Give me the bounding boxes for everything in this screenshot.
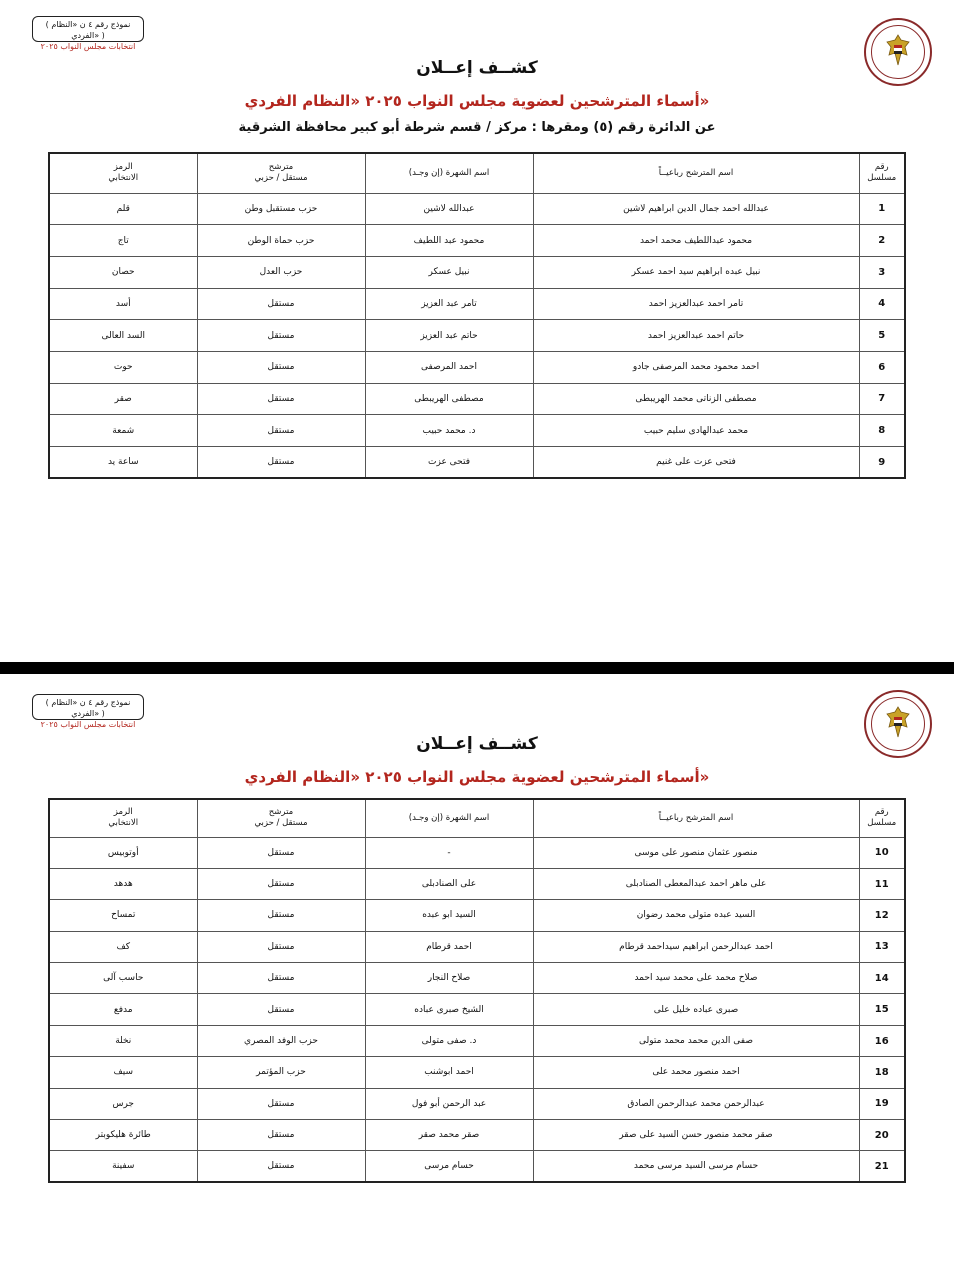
table-row — [49, 900, 905, 931]
row-nickname: فتحى عزت — [365, 447, 533, 479]
row-nickname: حسام مرسى — [365, 1151, 533, 1182]
row-serial: 16 — [859, 1025, 905, 1056]
row-nickname: مصطفى الهريبطى — [365, 383, 533, 415]
row-symbol: أسد — [49, 288, 197, 320]
row-nickname: نبيل عسكر — [365, 256, 533, 288]
row-name: صلاح محمد على محمد سيد احمد — [533, 963, 859, 994]
table-row — [49, 320, 905, 352]
row-status: حزب المؤتمر — [197, 1057, 365, 1088]
table-row — [49, 1120, 905, 1151]
row-symbol: حصان — [49, 256, 197, 288]
row-serial: 6 — [859, 351, 905, 383]
row-status: حزب العدل — [197, 256, 365, 288]
row-serial: 11 — [859, 868, 905, 899]
table-row — [49, 193, 905, 225]
table-row — [49, 1025, 905, 1056]
table-row — [49, 1088, 905, 1119]
row-status: مستقل — [197, 415, 365, 447]
header-nickname: اسم الشهرة (إن وجـد) — [365, 153, 533, 193]
row-status: مستقل — [197, 900, 365, 931]
table-row — [49, 994, 905, 1025]
row-status: مستقل — [197, 931, 365, 962]
row-serial: 15 — [859, 994, 905, 1025]
row-symbol: مدفع — [49, 994, 197, 1025]
row-nickname: احمد قرطام — [365, 931, 533, 962]
header-symbol: الرمز الانتخابي — [49, 153, 197, 193]
row-status: مستقل — [197, 288, 365, 320]
announcement-title: كشــف إعــلان — [416, 58, 538, 78]
row-status: مستقل — [197, 868, 365, 899]
row-name: حسام مرسى السيد مرسى محمد — [533, 1151, 859, 1182]
row-serial: 19 — [859, 1088, 905, 1119]
row-name: تامر احمد عبدالعزيز احمد — [533, 288, 859, 320]
row-status: مستقل — [197, 1120, 365, 1151]
announcement-page-2 — [0, 674, 954, 1280]
row-status: مستقل — [197, 994, 365, 1025]
table-header-row — [49, 799, 905, 837]
row-name: صقر محمد منصور حسن السيد على صقر — [533, 1120, 859, 1151]
row-symbol: حاسب آلى — [49, 963, 197, 994]
row-serial: 13 — [859, 931, 905, 962]
row-name: محمد عبدالهادى سليم حبيب — [533, 415, 859, 447]
row-name: على ماهر احمد عبدالمعطى الصنادبلى — [533, 868, 859, 899]
row-name: مصطفى الزناتى محمد الهريبطى — [533, 383, 859, 415]
district-line: عن الدائرة رقم (٥) ومقرها : مركز / قسم شرطة أبو كبير محافظة الشرقية — [238, 120, 716, 135]
announcement-title: كشــف إعــلان — [416, 734, 538, 754]
row-status: مستقل — [197, 383, 365, 415]
row-name: احمد عبدالرحمن ابراهيم سيداحمد قرطام — [533, 931, 859, 962]
form-election-line: انتخابات مجلس النواب ٢٠٢٥ — [40, 42, 136, 51]
row-nickname: حاتم عبد العزيز — [365, 320, 533, 352]
row-serial: 18 — [859, 1057, 905, 1088]
row-symbol: كف — [49, 931, 197, 962]
header-name: اسم المترشح رباعيــاً — [533, 799, 859, 837]
table-row — [49, 1151, 905, 1182]
row-nickname: د. صفى متولى — [365, 1025, 533, 1056]
row-symbol: حوت — [49, 351, 197, 383]
row-name: منصور عثمان منصور على موسى — [533, 837, 859, 868]
row-serial: 20 — [859, 1120, 905, 1151]
row-symbol: السد العالى — [49, 320, 197, 352]
row-symbol: هدهد — [49, 868, 197, 899]
row-name: فتحى عزت على غنيم — [533, 447, 859, 479]
row-serial: 10 — [859, 837, 905, 868]
row-symbol: جرس — [49, 1088, 197, 1119]
row-serial: 1 — [859, 193, 905, 225]
row-name: عبدالرحمن محمد عبدالرحمن الصادق — [533, 1088, 859, 1119]
row-name: حاتم احمد عبدالعزيز احمد — [533, 320, 859, 352]
row-name: احمد منصور محمد على — [533, 1057, 859, 1088]
form-number-line: ( نموذج رقم ٤ ن «النظام الفردي» ) — [45, 20, 131, 40]
row-symbol: أوتوبيس — [49, 837, 197, 868]
row-nickname: السيد ابو عبده — [365, 900, 533, 931]
row-status: حزب حماة الوطن — [197, 225, 365, 257]
row-status: مستقل — [197, 320, 365, 352]
table-header-row — [49, 153, 905, 193]
row-nickname: تامر عبد العزيز — [365, 288, 533, 320]
row-status: مستقل — [197, 1088, 365, 1119]
table-row — [49, 447, 905, 479]
row-serial: 7 — [859, 383, 905, 415]
row-serial: 5 — [859, 320, 905, 352]
row-nickname: محمود عبد اللطيف — [365, 225, 533, 257]
table-row — [49, 256, 905, 288]
row-symbol: تاج — [49, 225, 197, 257]
row-symbol: طائرة هليكوبتر — [49, 1120, 197, 1151]
row-status: مستقل — [197, 1151, 365, 1182]
table-row — [49, 351, 905, 383]
table-row — [49, 963, 905, 994]
row-nickname: - — [365, 837, 533, 868]
row-nickname: د. محمد حبيب — [365, 415, 533, 447]
row-symbol: صقر — [49, 383, 197, 415]
row-nickname: احمد ابوشنب — [365, 1057, 533, 1088]
row-name: السيد عبده متولى محمد رضوان — [533, 900, 859, 931]
row-serial: 14 — [859, 963, 905, 994]
row-status: مستقل — [197, 447, 365, 479]
table-row — [49, 415, 905, 447]
form-election-line: انتخابات مجلس النواب ٢٠٢٥ — [40, 720, 136, 729]
row-name: صبرى عباده خليل على — [533, 994, 859, 1025]
row-status: حزب مستقبل وطن — [197, 193, 365, 225]
row-name: محمود عبداللطيف محمد احمد — [533, 225, 859, 257]
form-number-stamp — [32, 16, 144, 51]
row-serial: 4 — [859, 288, 905, 320]
row-name: نبيل عبده ابراهيم سيد احمد عسكر — [533, 256, 859, 288]
header-status: مترشح مستقل / حزبي — [197, 153, 365, 193]
header-status: مترشح مستقل / حزبي — [197, 799, 365, 837]
row-serial: 2 — [859, 225, 905, 257]
row-nickname: احمد المرصفى — [365, 351, 533, 383]
row-nickname: الشيخ صبرى عباده — [365, 994, 533, 1025]
announcement-subtitle: أسماء المترشحين لعضوية مجلس النواب ٢٠٢٥ «النظام الفردي» — [244, 768, 710, 786]
table-row — [49, 1057, 905, 1088]
row-nickname: على الصنادبلى — [365, 868, 533, 899]
row-nickname: صقر محمد صقر — [365, 1120, 533, 1151]
row-symbol: ساعة يد — [49, 447, 197, 479]
row-status: مستقل — [197, 963, 365, 994]
header-serial: رقم مسلسل — [859, 153, 905, 193]
header-serial: رقم مسلسل — [859, 799, 905, 837]
candidates-table-page-2 — [48, 798, 906, 1183]
table-row — [49, 383, 905, 415]
row-name: صفى الدين محمد محمد متولى — [533, 1025, 859, 1056]
row-symbol: تمساح — [49, 900, 197, 931]
row-name: احمد محمود محمد المرصفى جادو — [533, 351, 859, 383]
row-status: حزب الوفد المصري — [197, 1025, 365, 1056]
row-serial: 9 — [859, 447, 905, 479]
row-name: عبدالله احمد جمال الدين ابراهيم لاشين — [533, 193, 859, 225]
row-nickname: صلاح النجار — [365, 963, 533, 994]
row-serial: 3 — [859, 256, 905, 288]
row-serial: 21 — [859, 1151, 905, 1182]
header-nickname: اسم الشهرة (إن وجـد) — [365, 799, 533, 837]
table-row — [49, 931, 905, 962]
form-number-line: ( نموذج رقم ٤ ن «النظام الفردي» ) — [45, 698, 131, 718]
row-status: مستقل — [197, 837, 365, 868]
row-nickname: عبدالله لاشين — [365, 193, 533, 225]
form-number-stamp — [32, 694, 144, 729]
row-symbol: شمعة — [49, 415, 197, 447]
candidates-table-page-1 — [48, 152, 906, 479]
header-symbol: الرمز الانتخابي — [49, 799, 197, 837]
header-name: اسم المترشح رباعيــاً — [533, 153, 859, 193]
row-status: مستقل — [197, 351, 365, 383]
table-row — [49, 837, 905, 868]
table-row — [49, 225, 905, 257]
row-serial: 8 — [859, 415, 905, 447]
row-nickname: عبد الرحمن أبو فول — [365, 1088, 533, 1119]
row-serial: 12 — [859, 900, 905, 931]
table-row — [49, 288, 905, 320]
table-row — [49, 868, 905, 899]
row-symbol: سفينة — [49, 1151, 197, 1182]
row-symbol: نخلة — [49, 1025, 197, 1056]
announcement-subtitle: أسماء المترشحين لعضوية مجلس النواب ٢٠٢٥ «النظام الفردي» — [244, 92, 710, 110]
row-symbol: قلم — [49, 193, 197, 225]
row-symbol: سيف — [49, 1057, 197, 1088]
